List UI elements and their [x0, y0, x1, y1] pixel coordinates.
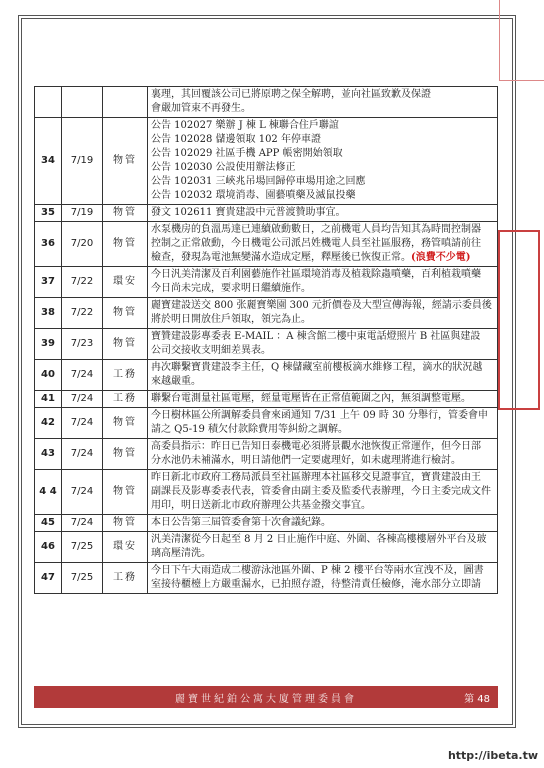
description-line: 發文 102611 寶貴建設中元普渡贊助事宜。 — [151, 207, 346, 218]
row-date: 7/20 — [62, 222, 103, 267]
table-row — [35, 205, 498, 222]
row-number: 42 — [35, 408, 62, 439]
row-date: 7/25 — [62, 532, 103, 563]
row-number: 35 — [35, 205, 62, 222]
description-line: 公告 102027 樂辦 J 棟 L 棟聯合住戶聯誼 — [151, 120, 339, 131]
source-watermark: http://ibeta.tw — [447, 749, 538, 762]
description-line: 今日下午大雨造成二樓游泳池區外圍、P 棟 2 樓平台等兩水宣洩不及，圖書 — [151, 565, 484, 576]
description-line: 來越嚴重。 — [151, 376, 201, 387]
row-date — [62, 87, 103, 118]
committee-seal-top — [499, 0, 544, 81]
description-line: 汎美清潔從今日起至 8 月 2 日止施作中庭、外圍、各棟高樓樓層外平台及玻 — [151, 534, 487, 545]
row-number: 45 — [35, 515, 62, 532]
description-line: 水泵機房的負溫馬達已連續啟動數日，之前機電人員均告知其為時間控制器 — [151, 224, 481, 235]
description-line: 今日汎美清潔及百利園藝施作社區環境消毒及植栽除蟲噴藥，百利植栽噴藥 — [151, 269, 481, 280]
footer-title: 麗寶世紀鉑公寓大廈管理委員會 — [175, 693, 357, 705]
table-row — [35, 118, 498, 205]
table-row — [35, 515, 498, 532]
description-line: 請之 Q5-19 積欠付款除費用等糾紛之調解。 — [151, 424, 349, 435]
description-line: 昨日新北市政府工務局派員至社區辦理本社區移交見證事宜，寶貴建設由王 — [151, 472, 481, 483]
row-date: 7/24 — [62, 439, 103, 470]
description-line: 今日尚未完成，要求明日繼續施作。 — [151, 283, 311, 294]
row-category: 物管 — [103, 470, 148, 515]
row-category: 工務 — [103, 563, 148, 594]
row-category: 物管 — [103, 222, 148, 267]
row-category: 環安 — [103, 267, 148, 298]
row-number: 40 — [35, 360, 62, 391]
row-description — [148, 360, 498, 391]
row-date: 7/22 — [62, 267, 103, 298]
row-number: 39 — [35, 329, 62, 360]
description-line: 公告 102031 三峽兆吊場回歸停車場用途之回應 — [151, 176, 366, 187]
row-date: 7/19 — [62, 118, 103, 205]
row-category: 工務 — [103, 360, 148, 391]
row-description — [148, 205, 498, 222]
highlight-note: (浪費不少電) — [411, 252, 471, 263]
row-description — [148, 87, 498, 118]
description-line: 公司交接收支明細差異表。 — [151, 345, 271, 356]
description-line: 室接待櫃檯上方嚴重漏水，已拍照存證，待整清責任檢修，淹水部分立即請 — [151, 579, 481, 590]
description-text: 檢查，發現為電池無變滿水造成定壓，釋壓後已恢復正常。 — [151, 252, 411, 263]
description-line: 高委員指示：昨日已告知日泰機電必須將景觀水池恢復正常運作，但今日部 — [151, 441, 481, 452]
description-line — [151, 251, 494, 265]
row-description — [148, 118, 498, 205]
description-line: 控制之正常啟動，今日機電公司派呂姓機電人員至社區服務，務管嗔請前往 — [151, 238, 481, 249]
page-number: 第 48 — [464, 694, 490, 705]
row-date: 7/24 — [62, 408, 103, 439]
row-category: 物管 — [103, 515, 148, 532]
row-number: 43 — [35, 439, 62, 470]
row-number — [35, 87, 62, 118]
description-line: 用印，明日送新北市政府辦理公共基金撥交事宜。 — [151, 500, 371, 511]
description-line: 聯繫台電測量社區電壓，經量電壓皆在正常值範圍之內，無須調整電壓。 — [151, 393, 471, 404]
row-category — [103, 87, 148, 118]
table-row — [35, 408, 498, 439]
table-row — [35, 470, 498, 515]
row-description — [148, 563, 498, 594]
row-number: 36 — [35, 222, 62, 267]
row-category: 物管 — [103, 408, 148, 439]
row-number: 47 — [35, 563, 62, 594]
description-line: 麗寶建設送交 800 张麗寶樂園 300 元折價卷及大型宣傳海報，經請示委員後 — [151, 300, 492, 311]
row-number: 38 — [35, 298, 62, 329]
table-row — [35, 532, 498, 563]
row-date: 7/23 — [62, 329, 103, 360]
row-date: 7/24 — [62, 470, 103, 515]
committee-seal-side — [498, 230, 540, 410]
table-row — [35, 563, 498, 594]
description-line: 公告 102028 儲邊領取 102 年停車證 — [151, 134, 321, 145]
row-number: 37 — [35, 267, 62, 298]
row-number: 4 4 — [35, 470, 62, 515]
table-row — [35, 87, 498, 118]
row-description — [148, 222, 498, 267]
row-date: 7/19 — [62, 205, 103, 222]
row-category: 物管 — [103, 329, 148, 360]
row-description — [148, 329, 498, 360]
table-row — [35, 439, 498, 470]
description-line: 璃高壓清洗。 — [151, 548, 211, 559]
description-line: 公告 102030 公設使用辦法修正 — [151, 162, 296, 173]
description-line: 公告 102029 社區手機 APP 帳密開始領取 — [151, 148, 343, 159]
table-row — [35, 298, 498, 329]
description-line: 會嚴加管束不再發生。 — [151, 103, 251, 114]
table-row — [35, 391, 498, 408]
description-line: 分水池仍未補滿水，明日請他們一定要處理好，如未處理將進行檢討。 — [151, 455, 461, 466]
row-date: 7/24 — [62, 391, 103, 408]
row-date: 7/25 — [62, 563, 103, 594]
row-description — [148, 267, 498, 298]
table-row — [35, 329, 498, 360]
row-number: 41 — [35, 391, 62, 408]
row-category: 物管 — [103, 118, 148, 205]
row-date: 7/22 — [62, 298, 103, 329]
row-description — [148, 532, 498, 563]
row-description — [148, 391, 498, 408]
description-line: 裏理，其回覆該公司已將原聘之保全解聘，並向社區致歉及保證 — [151, 89, 431, 100]
description-line: 公告 102032 環境消毒、園藝噴藥及滅鼠投藥 — [151, 190, 356, 201]
table-row — [35, 360, 498, 391]
row-category: 物管 — [103, 298, 148, 329]
row-date: 7/24 — [62, 515, 103, 532]
row-category: 環安 — [103, 532, 148, 563]
page-footer — [34, 686, 498, 708]
management-log-table — [34, 86, 498, 594]
description-line: 今日樹林區公所調解委員會來函通知 7/31 上午 09 時 30 分舉行，管委會申 — [151, 410, 488, 421]
row-description — [148, 470, 498, 515]
row-description — [148, 515, 498, 532]
description-line: 將於明日開放住戶領取，領完為止。 — [151, 314, 311, 325]
row-number: 46 — [35, 532, 62, 563]
row-number: 34 — [35, 118, 62, 205]
table-row — [35, 267, 498, 298]
row-category: 物管 — [103, 205, 148, 222]
row-description — [148, 439, 498, 470]
row-description — [148, 408, 498, 439]
row-category: 物管 — [103, 439, 148, 470]
row-category: 工務 — [103, 391, 148, 408]
table-row — [35, 222, 498, 267]
row-description — [148, 298, 498, 329]
description-line: 冉次聯繫寶貴建設李主任，Q 棟儲藏室前樓板滴水維修工程，滴水的狀況越 — [151, 362, 483, 373]
row-date: 7/24 — [62, 360, 103, 391]
description-line: 寶贊建設影專委表 E-MAIL ：A 棟含館二樓中東電話燈照片 B 社區與建設 — [151, 331, 481, 342]
description-line: 本日公告第三屆管委會第十次會議紀錄。 — [151, 517, 331, 528]
description-line: 副課長及影專委表代表，管委會由副主委及監委代表辦理，今日主委完成文件 — [151, 486, 491, 497]
